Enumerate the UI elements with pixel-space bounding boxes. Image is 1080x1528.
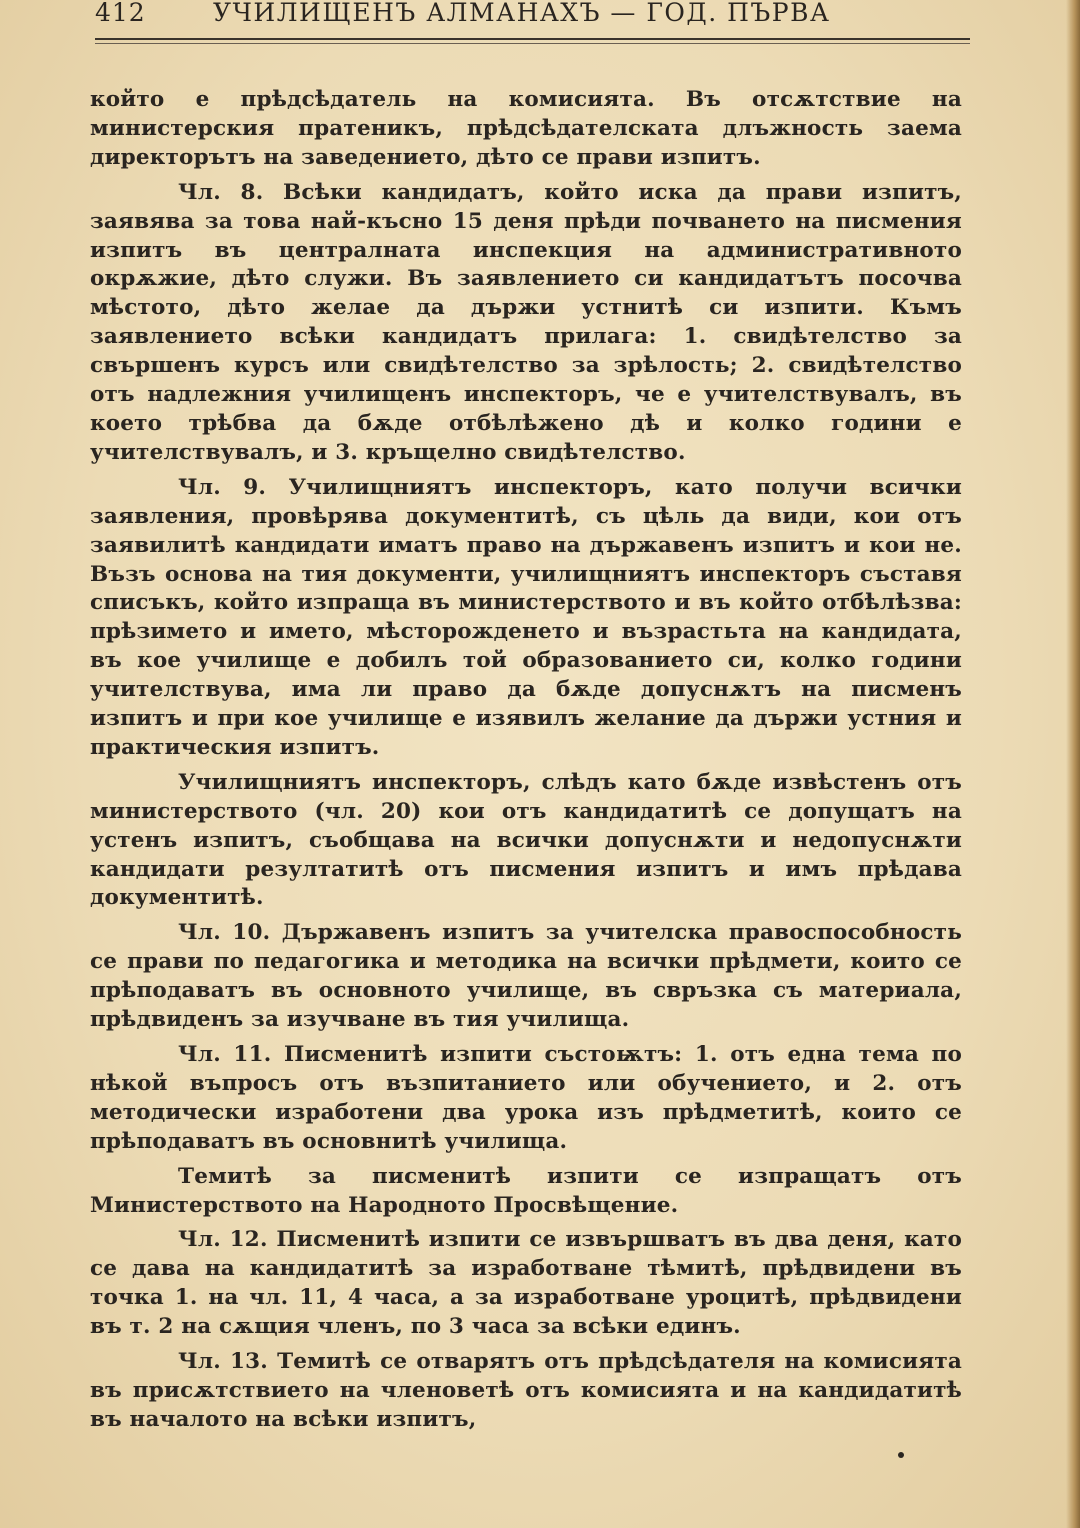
- paragraph-topics: Темитѣ за писменитѣ изпити се изпращатъ отъ Министерството на Народното Просвѣщение.: [90, 1163, 962, 1218]
- paragraph-article-11: Чл. 11. Писменитѣ изпити състоѭтъ: 1. отъ една тема по нѣкой въпросъ отъ възпитанието или обучението, и 2. отъ методически изработени два урока изъ прѣдметитѣ, които се прѣподаватъ въ основнитѣ училища.: [90, 1042, 962, 1154]
- body-text: [90, 86, 962, 1441]
- paragraph-continuation: който е прѣдсѣдатель на комисията. Въ отсѫтствие на министерския пратеникъ, прѣдсѣдателската длъжность заема директорътъ на заведението, дѣто се прави изпитъ.: [90, 87, 962, 170]
- ink-speck: [898, 1452, 904, 1458]
- header-rule: [95, 38, 970, 40]
- page-edge-shadow: [1066, 0, 1080, 1528]
- page-number: 412: [95, 0, 146, 27]
- paragraph-article-12: Чл. 12. Писменитѣ изпити се извършватъ въ два деня, като се дава на кандидатитѣ за изработване тѣмитѣ, прѣдвидени въ точка 1. на чл. 11, 4 часа, а за изработване уроцитѣ, прѣдвидени въ т. 2 на сѫщия членъ, по 3 часа за всѣки единъ.: [90, 1227, 962, 1340]
- paragraph-inspector: Училищниятъ инспекторъ, слѣдъ като бѫде извѣстенъ отъ министерството (чл. 20) кои отъ кандидатитѣ се допущатъ на устенъ изпитъ, съобщава на всички допуснѫти и недопуснѫти кандидати резултатитѣ отъ писмения изпитъ и имъ прѣдава документитѣ.: [90, 769, 962, 911]
- paragraph-article-9: Чл. 9. Училищниятъ инспекторъ, като получи всички заявления, провѣрява документитѣ, съ цѣль да види, кои отъ заявилитѣ кандидати иматъ право на държавенъ изпитъ и кои не. Възъ основа на тия документи, училищниятъ инспекторъ съставя списъкъ, който изпраща въ министерството и въ който отбѣлѣзва: прѣзимето и името, мѣсторожденето и възрастьта на кандидата, въ кое училище е добилъ той образованието си, колко години учителствува, има ли право да бѫде допуснѫтъ на писменъ изпитъ и при кое училище е изявилъ желание да държи устния и практическия изпитъ.: [90, 474, 962, 760]
- running-title: УЧИЛИЩЕНЪ АЛМАНАХЪ — ГОД. ПЪРВА: [213, 0, 831, 27]
- paragraph-article-8: Чл. 8. Всѣки кандидатъ, който иска да прави изпитъ, заявява за това най-късно 15 деня прѣди почването на писмения изпитъ въ централната инспекция на административното окрѫжие, дѣто служи. Въ заявлението си кандидатътъ посочва мѣстото, дѣто желае да държи устнитѣ си изпити. Къмъ заявлението всѣки кандидатъ прилага: 1. свидѣтелство за свършенъ курсъ или свидѣтелство за зрѣлость; 2. свидѣтелство отъ надлежния училищенъ инспекторъ, че е учителствувалъ, въ което трѣбва да бѫде отбѣлѣжено дѣ и колко години е учителствувалъ, и 3. кръщелно свидѣтелство.: [90, 179, 962, 465]
- header-rule-thin: [95, 43, 970, 44]
- running-header: [95, 0, 970, 34]
- paragraph-article-13: Чл. 13. Темитѣ се отварятъ отъ прѣдсѣдателя на комисията въ присѫтствието на членоветѣ отъ комисията и на кандидатитѣ въ началото на всѣки изпитъ,: [90, 1349, 962, 1432]
- paragraph-article-10: Чл. 10. Държавенъ изпитъ за учителска правоспособность се прави по педагогика и методика на всички прѣдмети, които се прѣподаватъ въ основното училище, въ свръзка съ материала, прѣдвиденъ за изучване въ тия училища.: [90, 920, 962, 1033]
